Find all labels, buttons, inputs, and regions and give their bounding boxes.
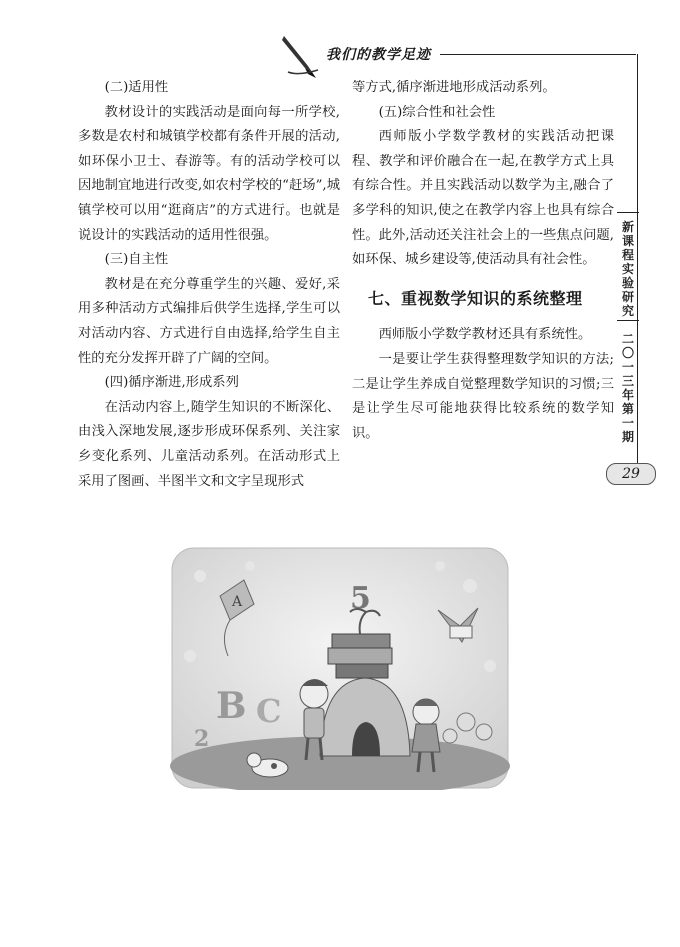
- issue-char: 二: [621, 332, 634, 346]
- subheading: (四)循序渐进,形成系列: [104, 375, 239, 391]
- journal-name-char: 研: [621, 290, 634, 304]
- page-header: [270, 30, 640, 80]
- page-number: 29: [606, 463, 656, 485]
- paragraph: 一是要让学生获得整理数学知识的方法;二是让学生养成自觉整理数学知识的习惯;三是让学生尽可能地获得比较系统的数学知识。: [352, 351, 614, 441]
- left-column: [78, 76, 340, 494]
- journal-name-char: 程: [621, 248, 634, 262]
- pen-brush-icon: [278, 32, 322, 78]
- paragraph: 在活动内容上,随学生知识的不断深化、由浅入深地发展,逐步形成环保系列、关注家乡变化系列、儿童活动系列。在活动形式上采用了图画、半图半文和文字呈现形式: [78, 399, 340, 489]
- issue-vertical: [617, 332, 639, 444]
- issue-char: 三: [621, 374, 634, 388]
- journal-name-char: 课: [621, 234, 634, 248]
- number-two: 2: [194, 726, 210, 752]
- paragraph: 教材设计的实践活动是面向每一所学校,多数是农村和城镇学校都有条件开展的活动,如环保小卫士、春游等。有的活动学校可以因地制宜地进行改变,如农村学校的“赶场”,城镇学校可以用“逛商店”的方式进行。也就是说设计的实践活动的适用性很强。: [78, 104, 340, 243]
- right-column: [352, 76, 614, 446]
- issue-char: 期: [621, 430, 634, 444]
- issue-char: 年: [621, 388, 634, 402]
- journal-name-char: 实: [621, 262, 634, 276]
- paragraph-continuation: 等方式,循序渐进地形成活动系列。: [352, 80, 556, 95]
- issue-char: 一: [621, 360, 634, 374]
- decorative-illustration: [170, 546, 510, 790]
- number-five: 5: [350, 581, 371, 616]
- section-heading: 七、重视数学知识的系统整理: [368, 288, 583, 308]
- header-rule: [440, 54, 636, 55]
- issue-char: 〇: [621, 346, 634, 360]
- issue-char: 一: [621, 416, 634, 430]
- paragraph: 西师版小学数学教材还具有系统性。: [378, 327, 592, 343]
- letter-a: A: [232, 594, 243, 610]
- letter-b: B: [216, 685, 247, 727]
- side-rule-mid: [617, 320, 639, 321]
- issue-char: 第: [621, 402, 634, 416]
- side-rule-top: [617, 212, 639, 213]
- journal-name-char: 验: [621, 276, 634, 290]
- running-header-title: 我们的教学足迹: [326, 47, 431, 63]
- letter-c: C: [256, 692, 282, 730]
- paragraph: 西师版小学数学教材的实践活动把课程、教学和评价融合在一起,在教学方式上具有综合性。并且实践活动以数学为主,融合了多学科的知识,使之在教学内容上也具有综合性。此外,活动还关注社会上的一些焦点问题,如环保、城乡建设等,使活动具有社会性。: [352, 129, 614, 268]
- subheading: (二)适用性: [104, 80, 169, 95]
- subheading: (三)自主性: [104, 252, 169, 268]
- subheading: (五)综合性和社会性: [378, 104, 496, 120]
- journal-name-char: 究: [621, 304, 634, 318]
- journal-name-char: 新: [621, 220, 634, 234]
- journal-name-vertical: [617, 220, 639, 318]
- paragraph: 教材是在充分尊重学生的兴趣、爱好,采用多种活动方式编排后供学生选择,学生可以对活动内容、方式进行自由选择,给学生自主性的充分发挥开辟了广阔的空间。: [78, 276, 340, 366]
